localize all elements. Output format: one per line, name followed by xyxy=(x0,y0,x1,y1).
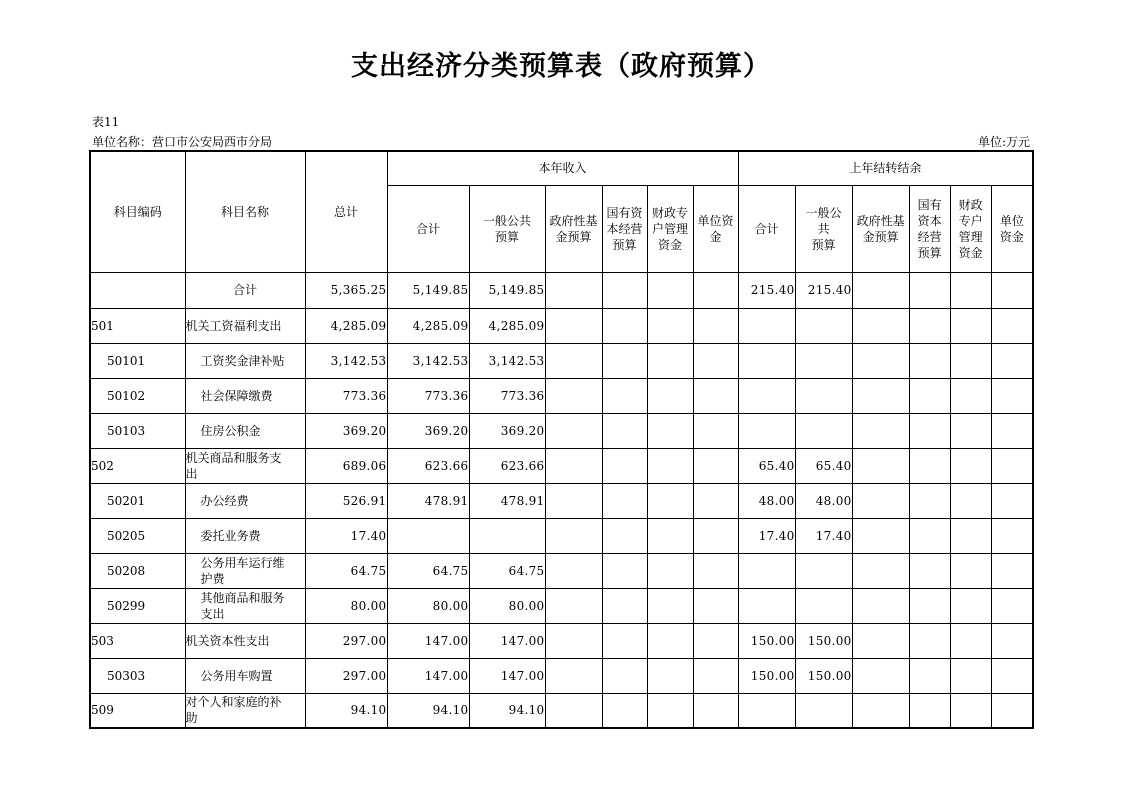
cell-ly-special xyxy=(950,448,991,483)
cell-cy-special xyxy=(647,658,693,693)
cell-cy-unit xyxy=(693,623,738,658)
cell-ly-unit xyxy=(991,623,1033,658)
table-row xyxy=(90,343,1033,378)
cell-ly-special xyxy=(950,378,991,413)
header-cy-fund: 政府性基 金预算 xyxy=(545,185,602,272)
cell-ly-fund xyxy=(852,308,909,343)
cell-cy-sum: 623.66 xyxy=(387,448,469,483)
cell-total: 297.00 xyxy=(305,658,387,693)
cell-cy-special xyxy=(647,623,693,658)
header-ly-fund: 政府性基 金预算 xyxy=(852,185,909,272)
cell-cy-state xyxy=(602,308,647,343)
cell-cy-state xyxy=(602,413,647,448)
cell-ly-general: 65.40 xyxy=(795,448,852,483)
cell-cy-sum: 773.36 xyxy=(387,378,469,413)
table-row xyxy=(90,413,1033,448)
cell-ly-sum xyxy=(738,343,795,378)
table-row xyxy=(90,588,1033,623)
cell-cy-sum: 147.00 xyxy=(387,623,469,658)
cell-cy-unit xyxy=(693,308,738,343)
cell-ly-sum: 48.00 xyxy=(738,483,795,518)
header-ly-unit: 单位 资金 xyxy=(991,185,1033,272)
cell-total: 64.75 xyxy=(305,553,387,588)
cell-cy-state xyxy=(602,448,647,483)
cell-ly-general: 150.00 xyxy=(795,623,852,658)
cell-ly-special xyxy=(950,518,991,553)
cell-cy-fund xyxy=(545,658,602,693)
header-ly-state: 国有 资本 经营 预算 xyxy=(909,185,950,272)
cell-cy-special xyxy=(647,413,693,448)
cell-cy-fund xyxy=(545,448,602,483)
cell-ly-general: 17.40 xyxy=(795,518,852,553)
header-cy-general: 一般公共 预算 xyxy=(469,185,545,272)
cell-code: 503 xyxy=(90,623,185,658)
cell-ly-general: 48.00 xyxy=(795,483,852,518)
cell-ly-fund xyxy=(852,693,909,728)
cell-cy-general: 3,142.53 xyxy=(469,343,545,378)
cell-code: 50101 xyxy=(90,343,185,378)
cell-code: 50201 xyxy=(90,483,185,518)
cell-ly-unit xyxy=(991,518,1033,553)
cell-ly-unit xyxy=(991,272,1033,308)
cell-cy-sum xyxy=(387,518,469,553)
table-row xyxy=(90,483,1033,518)
cell-ly-fund xyxy=(852,343,909,378)
cell-cy-general: 147.00 xyxy=(469,658,545,693)
cell-cy-general xyxy=(469,518,545,553)
cell-ly-state xyxy=(909,413,950,448)
cell-cy-unit xyxy=(693,413,738,448)
cell-ly-state xyxy=(909,308,950,343)
cell-cy-fund xyxy=(545,553,602,588)
cell-total: 369.20 xyxy=(305,413,387,448)
cell-ly-special xyxy=(950,272,991,308)
cell-cy-sum: 478.91 xyxy=(387,483,469,518)
table-row xyxy=(90,623,1033,658)
header-ly-special: 财政 专户 管理 资金 xyxy=(950,185,991,272)
header-cy-unit: 单位资 金 xyxy=(693,185,738,272)
cell-cy-unit xyxy=(693,588,738,623)
cell-total: 526.91 xyxy=(305,483,387,518)
cell-code: 501 xyxy=(90,308,185,343)
cell-cy-unit xyxy=(693,553,738,588)
page-title: 支出经济分类预算表（政府预算） xyxy=(351,51,771,82)
cell-name: 对个人和家庭的补 助 xyxy=(185,693,305,728)
cell-ly-state xyxy=(909,483,950,518)
cell-ly-state xyxy=(909,553,950,588)
cell-ly-state xyxy=(909,448,950,483)
cell-ly-fund xyxy=(852,448,909,483)
cell-cy-state xyxy=(602,483,647,518)
cell-ly-state xyxy=(909,658,950,693)
header-current-year: 本年收入 xyxy=(387,151,738,185)
cell-cy-general: 369.20 xyxy=(469,413,545,448)
cell-ly-fund xyxy=(852,378,909,413)
header-cy-sum: 合计 xyxy=(387,185,469,272)
cell-ly-unit xyxy=(991,308,1033,343)
budget-table xyxy=(89,150,1034,729)
cell-cy-fund xyxy=(545,588,602,623)
cell-ly-unit xyxy=(991,553,1033,588)
cell-cy-state xyxy=(602,588,647,623)
cell-cy-sum: 4,285.09 xyxy=(387,308,469,343)
cell-cy-sum: 369.20 xyxy=(387,413,469,448)
cell-ly-unit xyxy=(991,588,1033,623)
cell-ly-unit xyxy=(991,378,1033,413)
cell-cy-fund xyxy=(545,308,602,343)
cell-code: 50208 xyxy=(90,553,185,588)
cell-name: 社会保障缴费 xyxy=(185,378,305,413)
cell-cy-sum: 80.00 xyxy=(387,588,469,623)
cell-ly-general xyxy=(795,308,852,343)
cell-cy-fund xyxy=(545,272,602,308)
cell-ly-unit xyxy=(991,693,1033,728)
cell-ly-sum xyxy=(738,693,795,728)
cell-cy-state xyxy=(602,553,647,588)
cell-ly-sum xyxy=(738,308,795,343)
unit-name-label: 单位名称：营口市公安局西市分局 xyxy=(92,135,273,149)
cell-ly-fund xyxy=(852,623,909,658)
cell-total: 689.06 xyxy=(305,448,387,483)
cell-cy-general: 623.66 xyxy=(469,448,545,483)
cell-name: 机关商品和服务支 出 xyxy=(185,448,305,483)
cell-ly-sum: 17.40 xyxy=(738,518,795,553)
cell-cy-special xyxy=(647,272,693,308)
cell-ly-state xyxy=(909,518,950,553)
cell-code: 502 xyxy=(90,448,185,483)
cell-cy-general: 80.00 xyxy=(469,588,545,623)
cell-ly-sum xyxy=(738,553,795,588)
cell-ly-special xyxy=(950,623,991,658)
cell-cy-special xyxy=(647,378,693,413)
cell-cy-general: 5,149.85 xyxy=(469,272,545,308)
cell-cy-special xyxy=(647,588,693,623)
cell-ly-general: 215.40 xyxy=(795,272,852,308)
cell-cy-state xyxy=(602,693,647,728)
cell-cy-sum: 5,149.85 xyxy=(387,272,469,308)
cell-total: 773.36 xyxy=(305,378,387,413)
cell-ly-state xyxy=(909,623,950,658)
cell-cy-unit xyxy=(693,272,738,308)
cell-ly-general xyxy=(795,413,852,448)
cell-code xyxy=(90,272,185,308)
header-total: 总计 xyxy=(305,151,387,272)
cell-cy-special xyxy=(647,693,693,728)
cell-cy-fund xyxy=(545,518,602,553)
cell-cy-general: 4,285.09 xyxy=(469,308,545,343)
cell-ly-state xyxy=(909,378,950,413)
table-header xyxy=(90,151,1033,272)
cell-ly-unit xyxy=(991,413,1033,448)
table-row xyxy=(90,518,1033,553)
cell-code: 50103 xyxy=(90,413,185,448)
cell-cy-fund xyxy=(545,623,602,658)
table-row xyxy=(90,693,1033,728)
cell-cy-special xyxy=(647,483,693,518)
table-row xyxy=(90,448,1033,483)
cell-cy-fund xyxy=(545,378,602,413)
cell-ly-special xyxy=(950,553,991,588)
cell-code: 509 xyxy=(90,693,185,728)
cell-ly-general xyxy=(795,553,852,588)
cell-cy-sum: 64.75 xyxy=(387,553,469,588)
cell-ly-fund xyxy=(852,272,909,308)
cell-cy-unit xyxy=(693,693,738,728)
cell-ly-special xyxy=(950,413,991,448)
header-code: 科目编码 xyxy=(90,151,185,272)
cell-name: 公务用车运行维 护费 xyxy=(185,553,305,588)
table-row xyxy=(90,378,1033,413)
cell-ly-fund xyxy=(852,483,909,518)
cell-ly-fund xyxy=(852,518,909,553)
cell-ly-general xyxy=(795,588,852,623)
cell-cy-unit xyxy=(693,658,738,693)
cell-total: 17.40 xyxy=(305,518,387,553)
cell-ly-special xyxy=(950,483,991,518)
table-row xyxy=(90,553,1033,588)
cell-ly-fund xyxy=(852,553,909,588)
cell-cy-unit xyxy=(693,343,738,378)
table-number: 表11 xyxy=(92,115,120,129)
cell-ly-sum xyxy=(738,413,795,448)
cell-ly-general: 150.00 xyxy=(795,658,852,693)
cell-ly-state xyxy=(909,272,950,308)
cell-ly-sum: 215.40 xyxy=(738,272,795,308)
cell-cy-unit xyxy=(693,378,738,413)
cell-total: 3,142.53 xyxy=(305,343,387,378)
cell-name: 公务用车购置 xyxy=(185,658,305,693)
cell-total: 94.10 xyxy=(305,693,387,728)
cell-cy-state xyxy=(602,623,647,658)
cell-ly-special xyxy=(950,343,991,378)
cell-cy-state xyxy=(602,272,647,308)
cell-ly-unit xyxy=(991,483,1033,518)
cell-ly-unit xyxy=(991,448,1033,483)
cell-cy-general: 94.10 xyxy=(469,693,545,728)
header-name: 科目名称 xyxy=(185,151,305,272)
table-row xyxy=(90,658,1033,693)
cell-cy-fund xyxy=(545,483,602,518)
cell-total: 5,365.25 xyxy=(305,272,387,308)
cell-total: 4,285.09 xyxy=(305,308,387,343)
cell-cy-general: 773.36 xyxy=(469,378,545,413)
cell-cy-general: 64.75 xyxy=(469,553,545,588)
cell-name: 其他商品和服务 支出 xyxy=(185,588,305,623)
cell-code: 50299 xyxy=(90,588,185,623)
cell-name: 合计 xyxy=(185,272,305,308)
cell-cy-fund xyxy=(545,693,602,728)
cell-ly-unit xyxy=(991,343,1033,378)
cell-cy-unit xyxy=(693,518,738,553)
cell-ly-sum: 150.00 xyxy=(738,658,795,693)
cell-code: 50303 xyxy=(90,658,185,693)
cell-cy-special xyxy=(647,553,693,588)
cell-ly-general xyxy=(795,693,852,728)
cell-cy-sum: 94.10 xyxy=(387,693,469,728)
cell-cy-sum: 147.00 xyxy=(387,658,469,693)
cell-cy-fund xyxy=(545,413,602,448)
cell-ly-state xyxy=(909,343,950,378)
table-row xyxy=(90,308,1033,343)
cell-ly-sum xyxy=(738,378,795,413)
cell-name: 委托业务费 xyxy=(185,518,305,553)
cell-ly-special xyxy=(950,588,991,623)
cell-ly-state xyxy=(909,693,950,728)
cell-name: 工资奖金津补贴 xyxy=(185,343,305,378)
cell-cy-special xyxy=(647,448,693,483)
cell-ly-fund xyxy=(852,658,909,693)
cell-total: 80.00 xyxy=(305,588,387,623)
cell-ly-special xyxy=(950,308,991,343)
cell-cy-special xyxy=(647,343,693,378)
header-cy-state: 国有资 本经营 预算 xyxy=(602,185,647,272)
cell-cy-state xyxy=(602,378,647,413)
cell-cy-state xyxy=(602,658,647,693)
cell-cy-general: 147.00 xyxy=(469,623,545,658)
cell-ly-special xyxy=(950,693,991,728)
table-row-total xyxy=(90,272,1033,308)
cell-ly-fund xyxy=(852,413,909,448)
currency-unit-label: 单位:万元 xyxy=(977,135,1030,149)
cell-cy-fund xyxy=(545,343,602,378)
cell-cy-state xyxy=(602,518,647,553)
cell-code: 50102 xyxy=(90,378,185,413)
cell-name: 住房公积金 xyxy=(185,413,305,448)
header-cy-special: 财政专 户管理 资金 xyxy=(647,185,693,272)
cell-ly-general xyxy=(795,343,852,378)
cell-name: 机关资本性支出 xyxy=(185,623,305,658)
cell-ly-unit xyxy=(991,658,1033,693)
cell-ly-general xyxy=(795,378,852,413)
cell-cy-sum: 3,142.53 xyxy=(387,343,469,378)
header-ly-sum: 合计 xyxy=(738,185,795,272)
cell-ly-state xyxy=(909,588,950,623)
header-last-year: 上年结转结余 xyxy=(738,151,1033,185)
cell-cy-general: 478.91 xyxy=(469,483,545,518)
cell-cy-special xyxy=(647,308,693,343)
cell-ly-special xyxy=(950,658,991,693)
cell-ly-fund xyxy=(852,588,909,623)
header-ly-general: 一般公 共 预算 xyxy=(795,185,852,272)
cell-cy-unit xyxy=(693,483,738,518)
cell-ly-sum: 65.40 xyxy=(738,448,795,483)
table-body xyxy=(90,272,1033,728)
cell-ly-sum xyxy=(738,588,795,623)
cell-cy-state xyxy=(602,343,647,378)
cell-name: 机关工资福利支出 xyxy=(185,308,305,343)
cell-code: 50205 xyxy=(90,518,185,553)
cell-cy-special xyxy=(647,518,693,553)
cell-cy-unit xyxy=(693,448,738,483)
cell-total: 297.00 xyxy=(305,623,387,658)
cell-ly-sum: 150.00 xyxy=(738,623,795,658)
cell-name: 办公经费 xyxy=(185,483,305,518)
